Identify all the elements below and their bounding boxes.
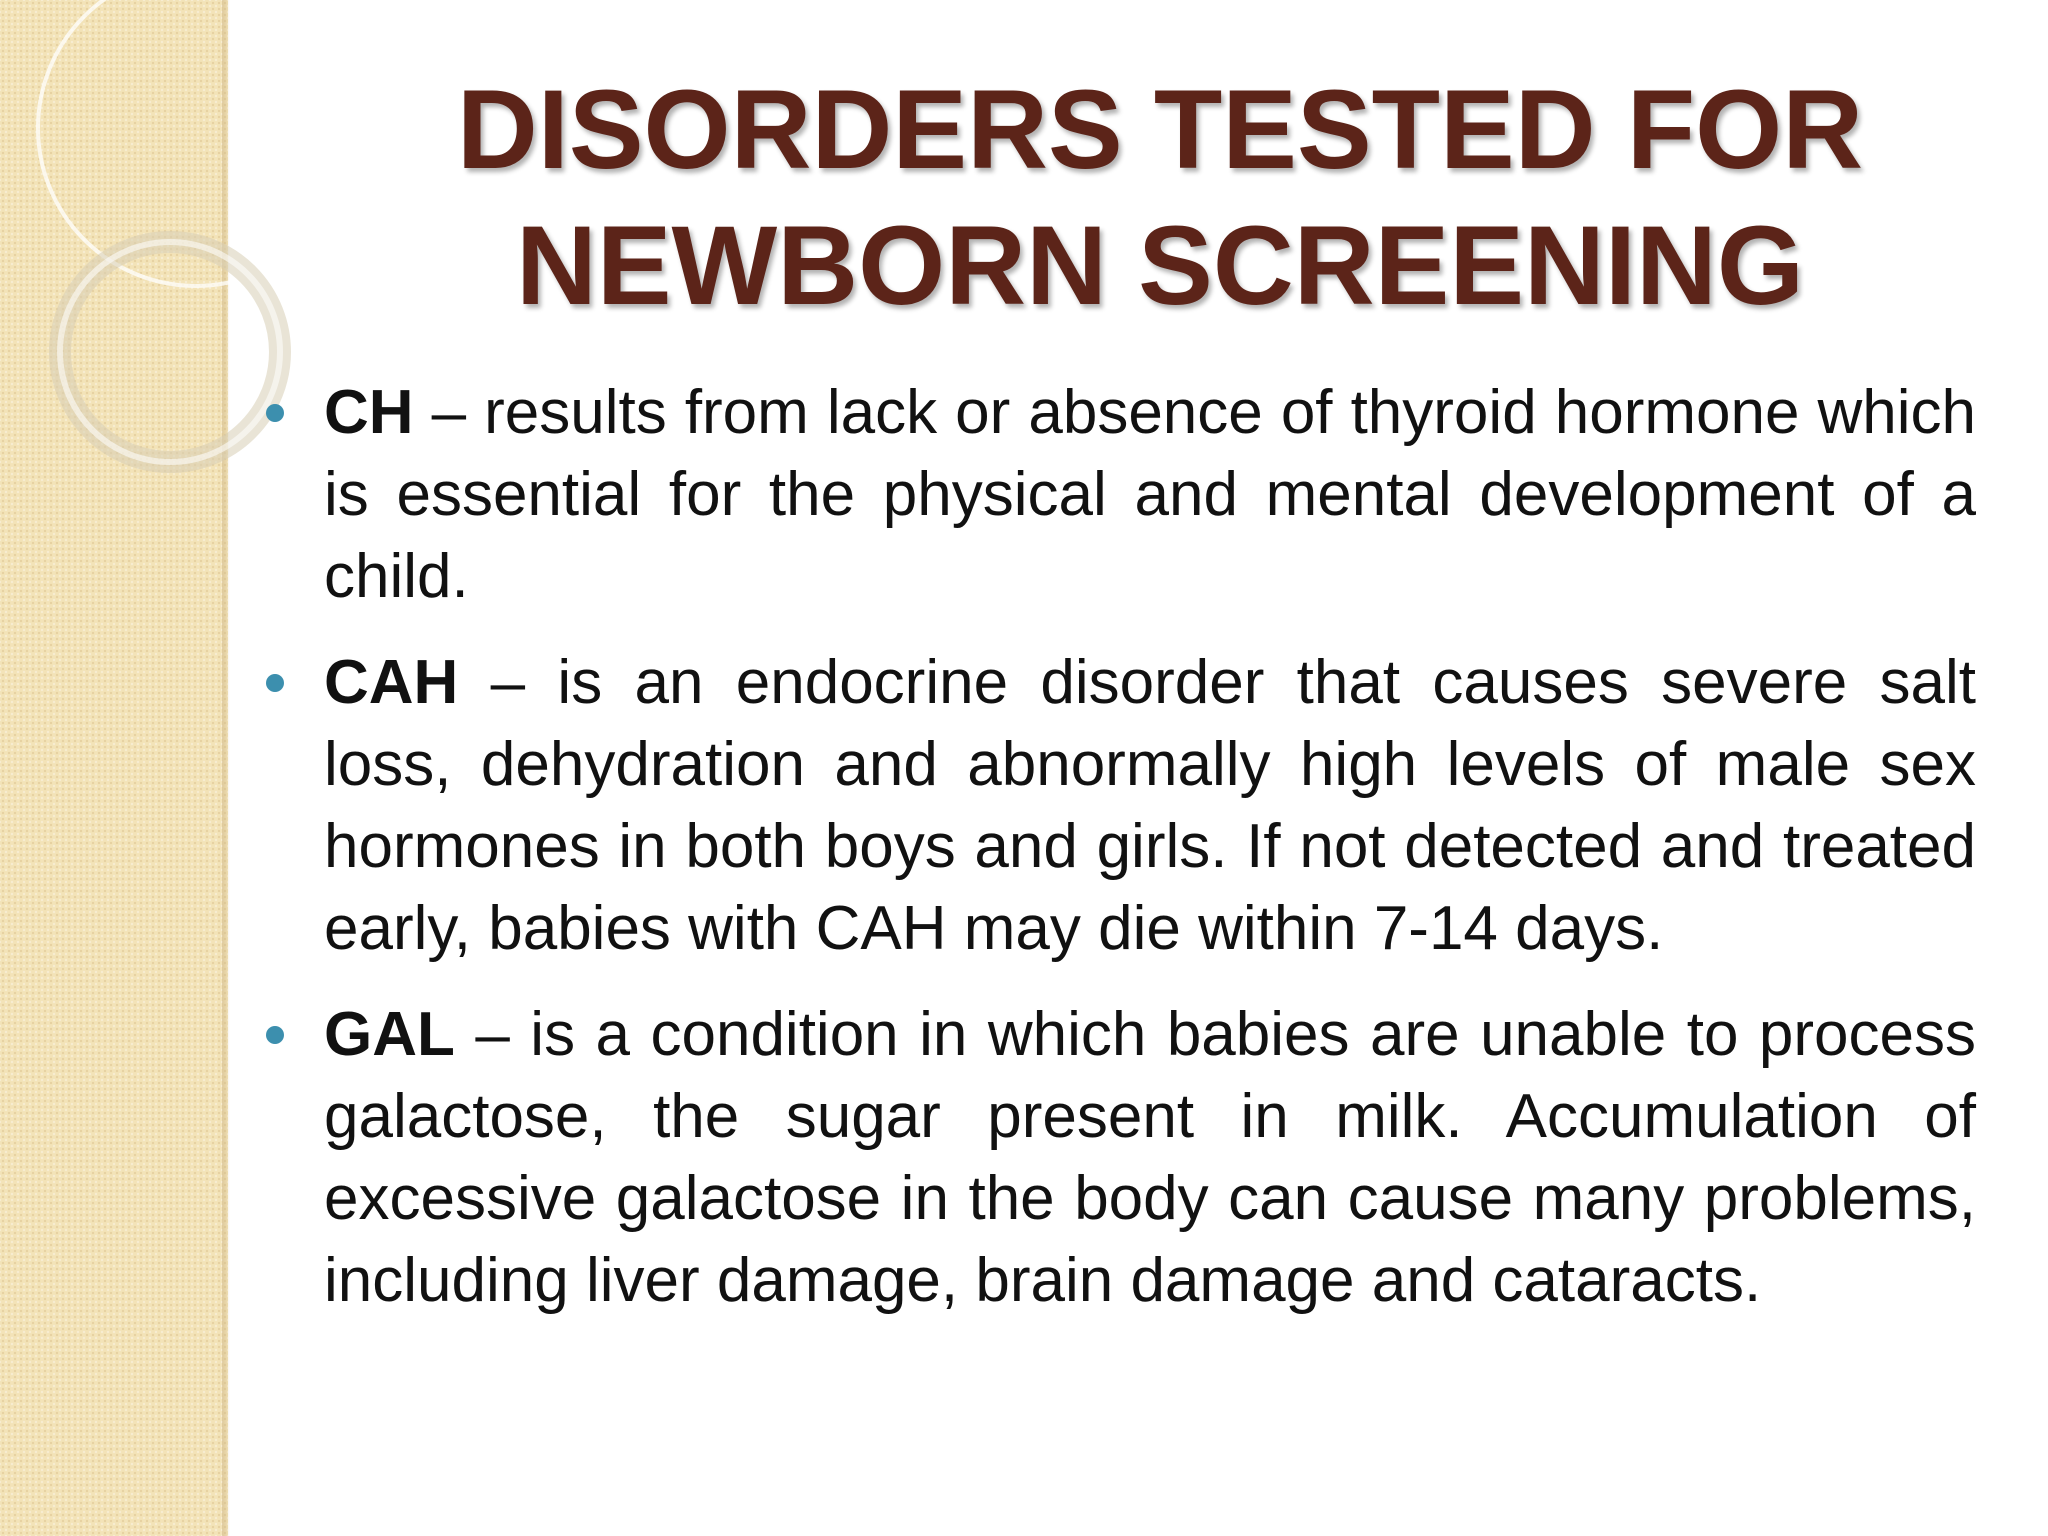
bullet-term: CH bbox=[324, 378, 414, 447]
slide-title-line-2: NEWBORN SCREENING bbox=[515, 203, 1805, 328]
bullet-dot-icon bbox=[266, 1026, 284, 1044]
bullet-item-ch bbox=[262, 372, 1976, 618]
bullet-term: CAH bbox=[324, 648, 459, 717]
bullet-dot-icon bbox=[266, 404, 284, 422]
bullet-term: GAL bbox=[324, 1000, 455, 1069]
bullet-text: – results from lack or absence of thyroid hormone which is essential for the physical and mental development of a child. bbox=[324, 378, 1976, 611]
bullet-list bbox=[262, 372, 1976, 1346]
bullet-text: – is a condition in which babies are unable to process galactose, the sugar present in milk. Accumulation of excessive galactose in the body can cause many problems, including liver damage, brain damage and cataracts. bbox=[324, 1000, 1976, 1315]
decorative-ring-small-highlight bbox=[60, 242, 280, 462]
bullet-text: – is an endocrine disorder that causes severe salt loss, dehydration and abnormally high levels of male sex hormones in both boys and girls. If not detected and treated early, babies with CAH may die within 7-14 days. bbox=[324, 648, 1976, 963]
bullet-dot-icon bbox=[266, 674, 284, 692]
bullet-item-gal bbox=[262, 994, 1976, 1322]
slide-title bbox=[420, 62, 1900, 334]
slide-title-line-1: DISORDERS TESTED FOR bbox=[456, 67, 1864, 192]
bullet-item-cah bbox=[262, 642, 1976, 970]
